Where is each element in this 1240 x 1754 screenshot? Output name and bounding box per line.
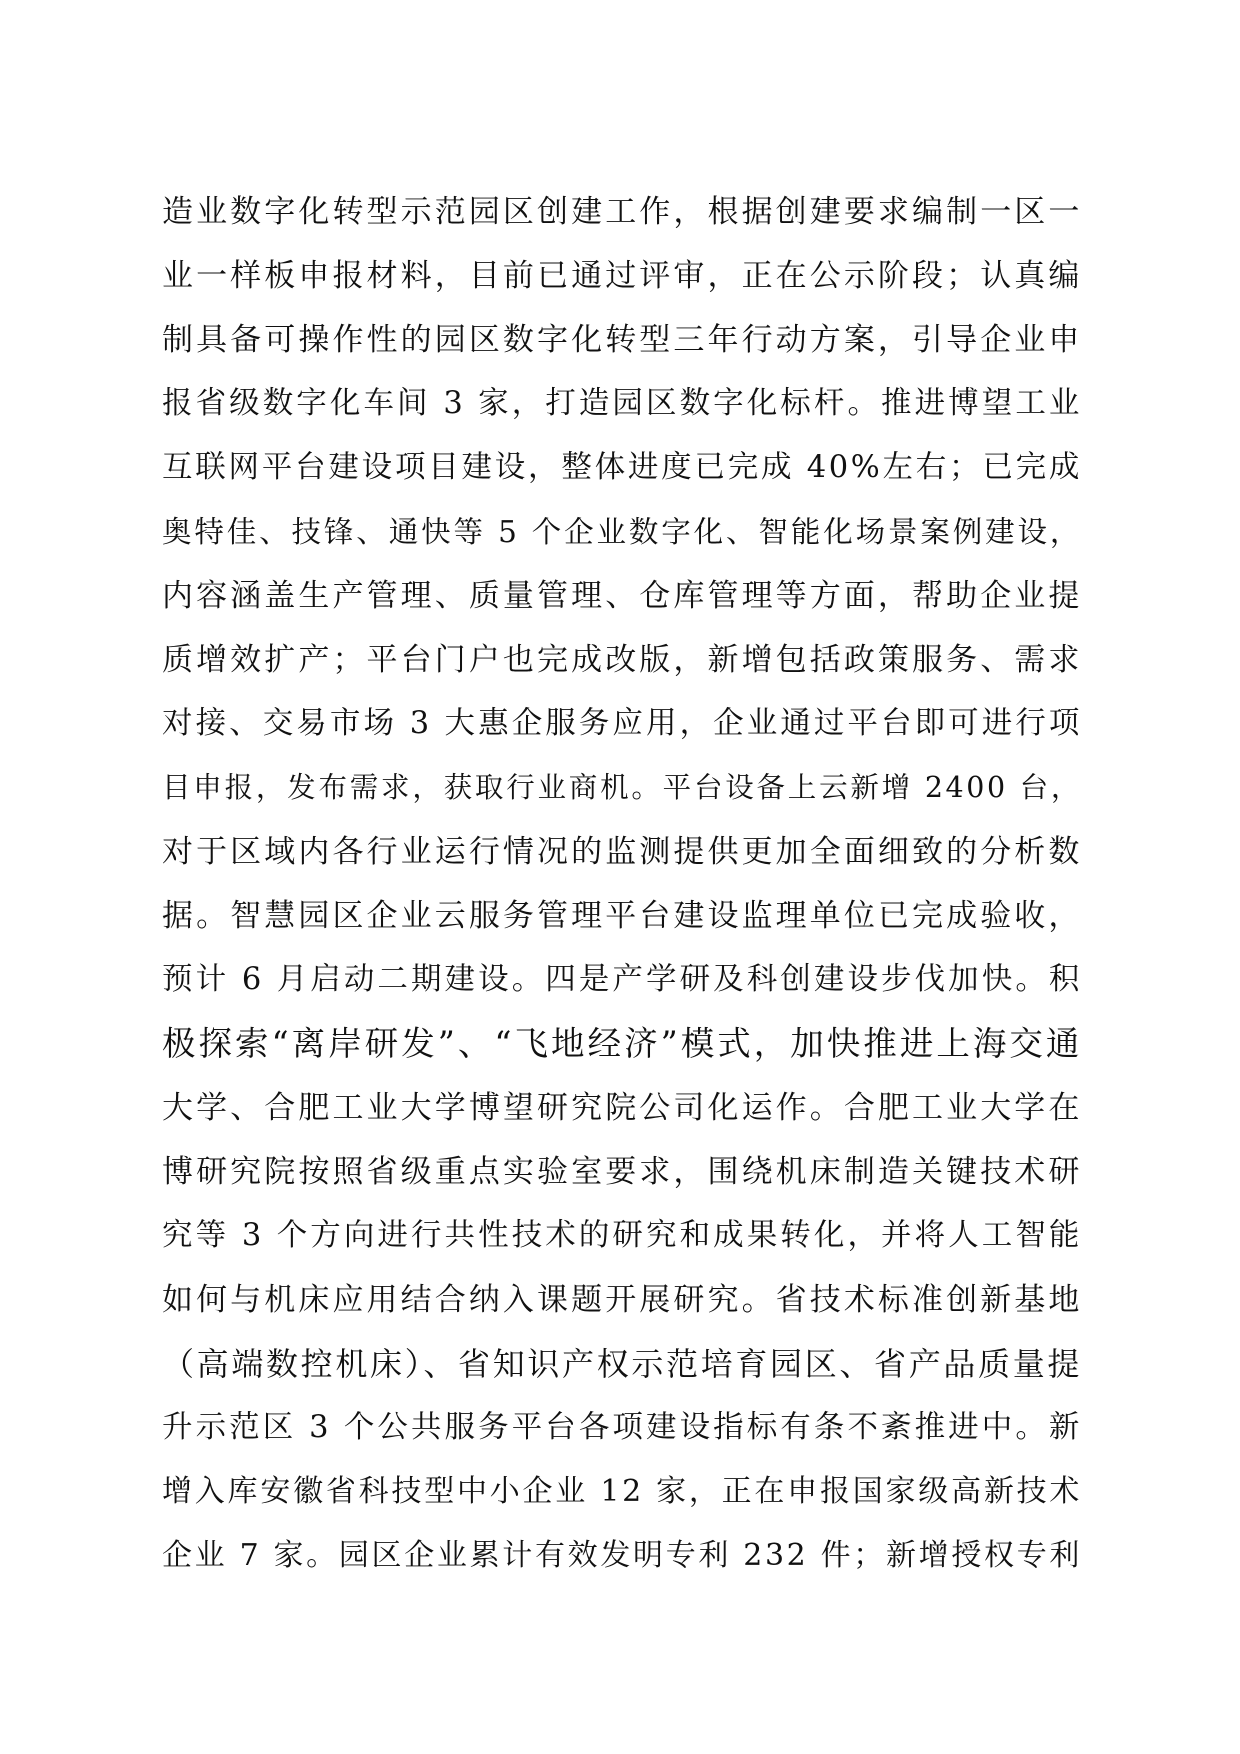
text-line: 对接、交易市场 3 大惠企服务应用，企业通过平台即可进行项 [162,706,1082,741]
text-line: 奥特佳、技锋、通快等 5 个企业数字化、智能化场景案例建设， [162,515,1082,549]
text-line: 造业数字化转型示范园区创建工作，根据创建要求编制一区一 [162,194,1082,230]
text-line: 究等 3 个方向进行共性技术的研究和成果转化，并将人工智能 [162,1218,1082,1253]
text-line: 对于区域内各行业运行情况的监测提供更加全面细致的分析数 [162,834,1082,870]
text-line: 增入库安徽省科技型中小企业 12 家，正在申报国家级高新技术 [162,1474,1082,1509]
text-line: 业一样板申报材料，目前已通过评审，正在公示阶段；认真编 [162,258,1082,294]
text-line: 极探索“离岸研发”、“飞地经济”模式，加快推进上海交通 [162,1024,1082,1063]
body-text [162,180,1082,1588]
text-line: 大学、合肥工业大学博望研究院公司化运作。合肥工业大学在 [162,1090,1082,1126]
text-line: 升示范区 3 个公共服务平台各项建设指标有条不紊推进中。新 [162,1410,1082,1445]
text-line: 互联网平台建设项目建设，整体进度已完成 40%左右；已完成 [162,450,1082,485]
text-line: （高端数控机床）、省知识产权示范培育园区、省产品质量提 [162,1345,1082,1383]
text-line: 如何与机床应用结合纳入课题开展研究。省技术标准创新基地 [162,1282,1082,1318]
text-line: 内容涵盖生产管理、质量管理、仓库管理等方面，帮助企业提 [162,578,1082,614]
text-line: 报省级数字化车间 3 家，打造园区数字化标杆。推进博望工业 [162,386,1082,421]
text-line: 企业 7 家。园区企业累计有效发明专利 232 件；新增授权专利 [162,1538,1082,1573]
text-line: 据。智慧园区企业云服务管理平台建设监理单位已完成验收， [162,898,1082,934]
text-line: 目申报，发布需求，获取行业商机。平台设备上云新增 2400 台， [162,771,1082,804]
text-line: 预计 6 月启动二期建设。四是产学研及科创建设步伐加快。积 [162,962,1082,997]
text-line: 制具备可操作性的园区数字化转型三年行动方案，引导企业申 [162,322,1082,358]
text-line: 质增效扩产；平台门户也完成改版，新增包括政策服务、需求 [162,642,1082,678]
text-line: 博研究院按照省级重点实验室要求，围绕机床制造关键技术研 [162,1154,1082,1190]
